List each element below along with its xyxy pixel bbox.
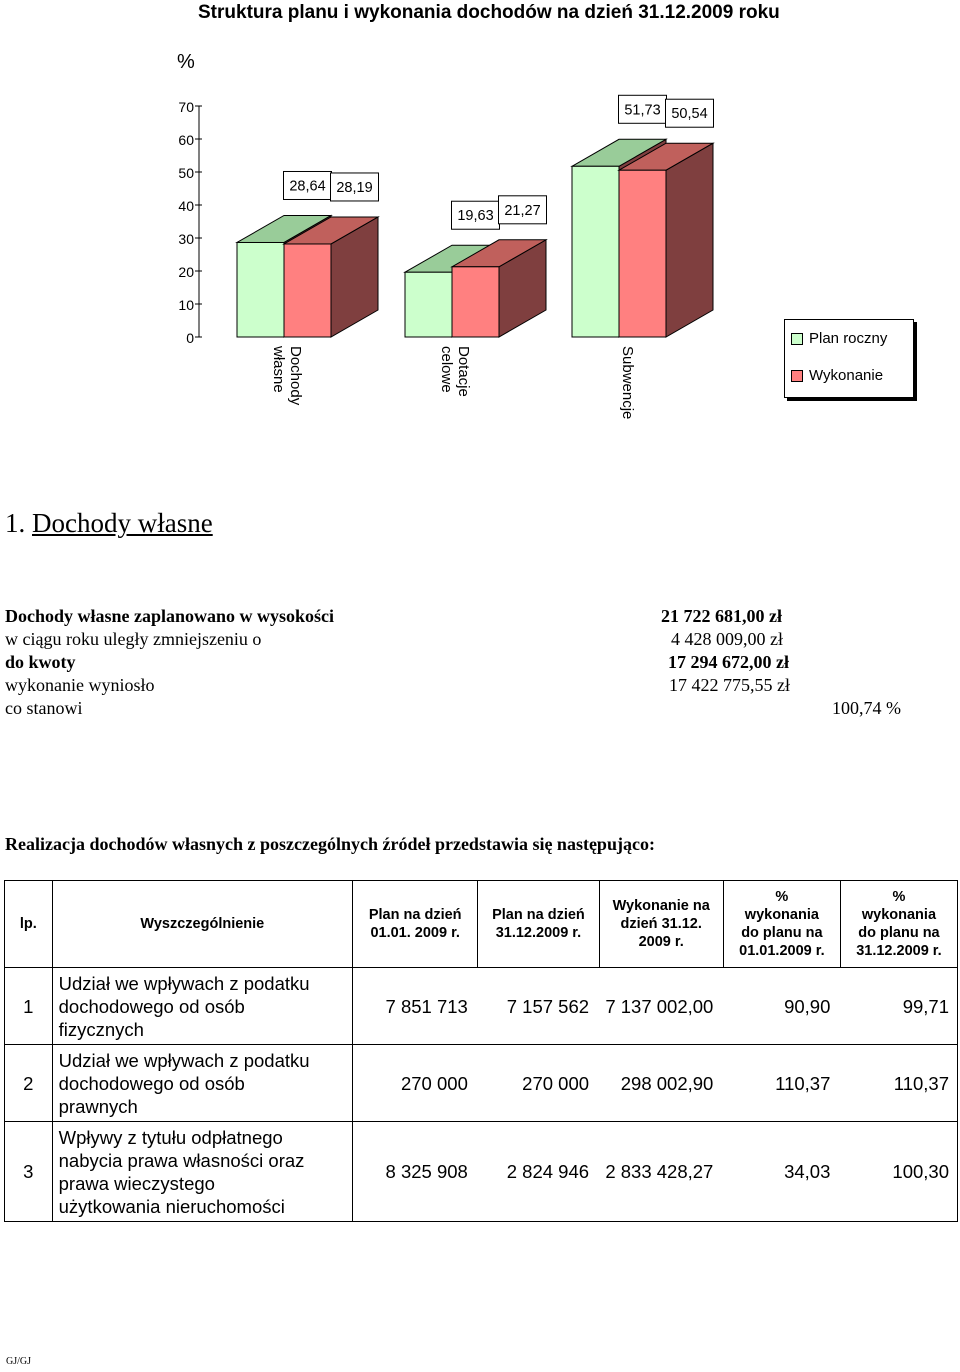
row-value: 2 833 428,27 <box>599 1122 723 1222</box>
row-value: 7 851 713 <box>353 968 478 1045</box>
category-label-2 <box>619 346 636 419</box>
table-header-cell: Plan na dzień 31.12.2009 r. <box>478 881 599 968</box>
value-label-1-1: 21,27 <box>504 202 541 219</box>
row-number: 2 <box>5 1045 53 1122</box>
category-label-1 <box>438 346 472 397</box>
summary-row <box>5 629 915 652</box>
legend-item-wykonanie <box>791 367 883 384</box>
value-label-0-0: 28,64 <box>289 178 326 195</box>
summary-value: 21 722 681,00 zł <box>661 606 782 626</box>
footer-initials: GJ/GJ <box>6 1356 32 1367</box>
value-label-0-1: 19,63 <box>457 208 494 225</box>
bar-0-0 <box>237 242 284 337</box>
y-tick-label: 70 <box>178 99 194 115</box>
y-tick-label: 40 <box>178 198 194 214</box>
category-label-line-0-1: własne <box>270 346 287 393</box>
summary-row <box>5 675 915 698</box>
y-tick-label: 20 <box>178 264 194 280</box>
income-table <box>4 880 958 1222</box>
table-header-row <box>5 881 958 968</box>
legend-item-plan <box>791 330 887 347</box>
summary-value: 17 422 775,55 zł <box>669 675 790 695</box>
summary-value: 17 294 672,00 zł <box>668 652 789 672</box>
bar-1-0 <box>284 244 331 337</box>
value-label-1-2: 50,54 <box>671 106 708 123</box>
row-value: 270 000 <box>353 1045 478 1122</box>
table-header-cell: % wykonania do planu na 31.12.2009 r. <box>840 881 957 968</box>
y-tick-label: 50 <box>178 165 194 181</box>
summary-row <box>5 652 915 675</box>
category-label-line-0-0: Dochody <box>287 346 304 406</box>
category-label-0 <box>270 345 304 406</box>
y-tick-label: 10 <box>178 297 194 313</box>
table-row <box>5 1045 958 1122</box>
chart-area <box>0 0 960 460</box>
summary-label: wykonanie wyniosło <box>5 675 155 695</box>
row-value: 99,71 <box>840 968 957 1045</box>
summary-label: w ciągu roku uległy zmniejszeniu o <box>5 629 262 649</box>
y-tick-label: 30 <box>178 231 194 247</box>
row-number: 1 <box>5 968 53 1045</box>
summary-label: co stanowi <box>5 698 83 718</box>
row-value: 7 137 002,00 <box>599 968 723 1045</box>
summary-block <box>5 606 915 721</box>
section-number: 1. <box>5 508 26 538</box>
bar-side-1-2 <box>666 143 713 337</box>
value-label-0-2: 51,73 <box>624 102 661 119</box>
bar-0-1 <box>405 272 452 337</box>
legend-swatch-wykonanie <box>791 370 803 382</box>
table-header-cell: % wykonania do planu na 01.01.2009 r. <box>723 881 840 968</box>
table-intro: Realizacja dochodów własnych z poszczególnych źródeł przedstawia się następująco: <box>5 834 655 854</box>
bar-1-2 <box>619 170 666 337</box>
row-value: 298 002,90 <box>599 1045 723 1122</box>
bar-0-2 <box>572 166 619 337</box>
summary-row <box>5 698 915 721</box>
row-description: Udział we wpływach z podatku dochodowego od osób prawnych <box>52 1045 352 1122</box>
table-row <box>5 1122 958 1222</box>
row-value: 8 325 908 <box>353 1122 478 1222</box>
row-value: 100,30 <box>840 1122 957 1222</box>
row-description: Udział we wpływach z podatku dochodowego od osób fizycznych <box>52 968 352 1045</box>
chart-title: Struktura planu i wykonania dochodów na dzień 31.12.2009 roku <box>198 2 780 23</box>
summary-value: 4 428 009,00 zł <box>671 629 783 649</box>
row-description: Wpływy z tytułu odpłatnego nabycia prawa własności oraz prawa wieczystego użytkowania nieruchomości <box>52 1122 352 1222</box>
row-value: 270 000 <box>478 1045 599 1122</box>
row-value: 7 157 562 <box>478 968 599 1045</box>
table-row <box>5 968 958 1045</box>
category-label-line-2-0: Subwencje <box>619 346 636 420</box>
category-label-line-1-0: Dotacje <box>455 346 472 397</box>
row-value: 34,03 <box>723 1122 840 1222</box>
summary-row <box>5 606 915 629</box>
row-value: 2 824 946 <box>478 1122 599 1222</box>
section-title: Dochody własne <box>32 508 213 538</box>
table-header-cell: Wykonanie na dzień 31.12. 2009 r. <box>599 881 723 968</box>
y-tick-label: 0 <box>186 330 194 346</box>
row-value: 90,90 <box>723 968 840 1045</box>
section-heading <box>5 508 213 539</box>
row-value: 110,37 <box>840 1045 957 1122</box>
row-number: 3 <box>5 1122 53 1222</box>
chart-legend <box>784 319 914 398</box>
table-header-cell: lp. <box>5 881 53 968</box>
table-header-cell: Wyszczególnienie <box>52 881 352 968</box>
table-header-cell: Plan na dzień 01.01. 2009 r. <box>353 881 478 968</box>
legend-label-plan: Plan roczny <box>809 330 888 347</box>
legend-label-wykonanie: Wykonanie <box>809 367 884 384</box>
category-label-line-1-1: celowe <box>438 346 455 393</box>
bar-1-1 <box>452 267 499 337</box>
row-value: 110,37 <box>723 1045 840 1122</box>
legend-swatch-plan <box>791 333 803 345</box>
summary-label: Dochody własne zaplanowano w wysokości <box>5 606 335 626</box>
value-label-1-0: 28,19 <box>336 179 373 196</box>
y-tick-label: 60 <box>178 132 194 148</box>
summary-label: do kwoty <box>5 652 76 672</box>
y-axis-label: % <box>177 51 195 73</box>
summary-value: 100,74 % <box>832 698 901 718</box>
